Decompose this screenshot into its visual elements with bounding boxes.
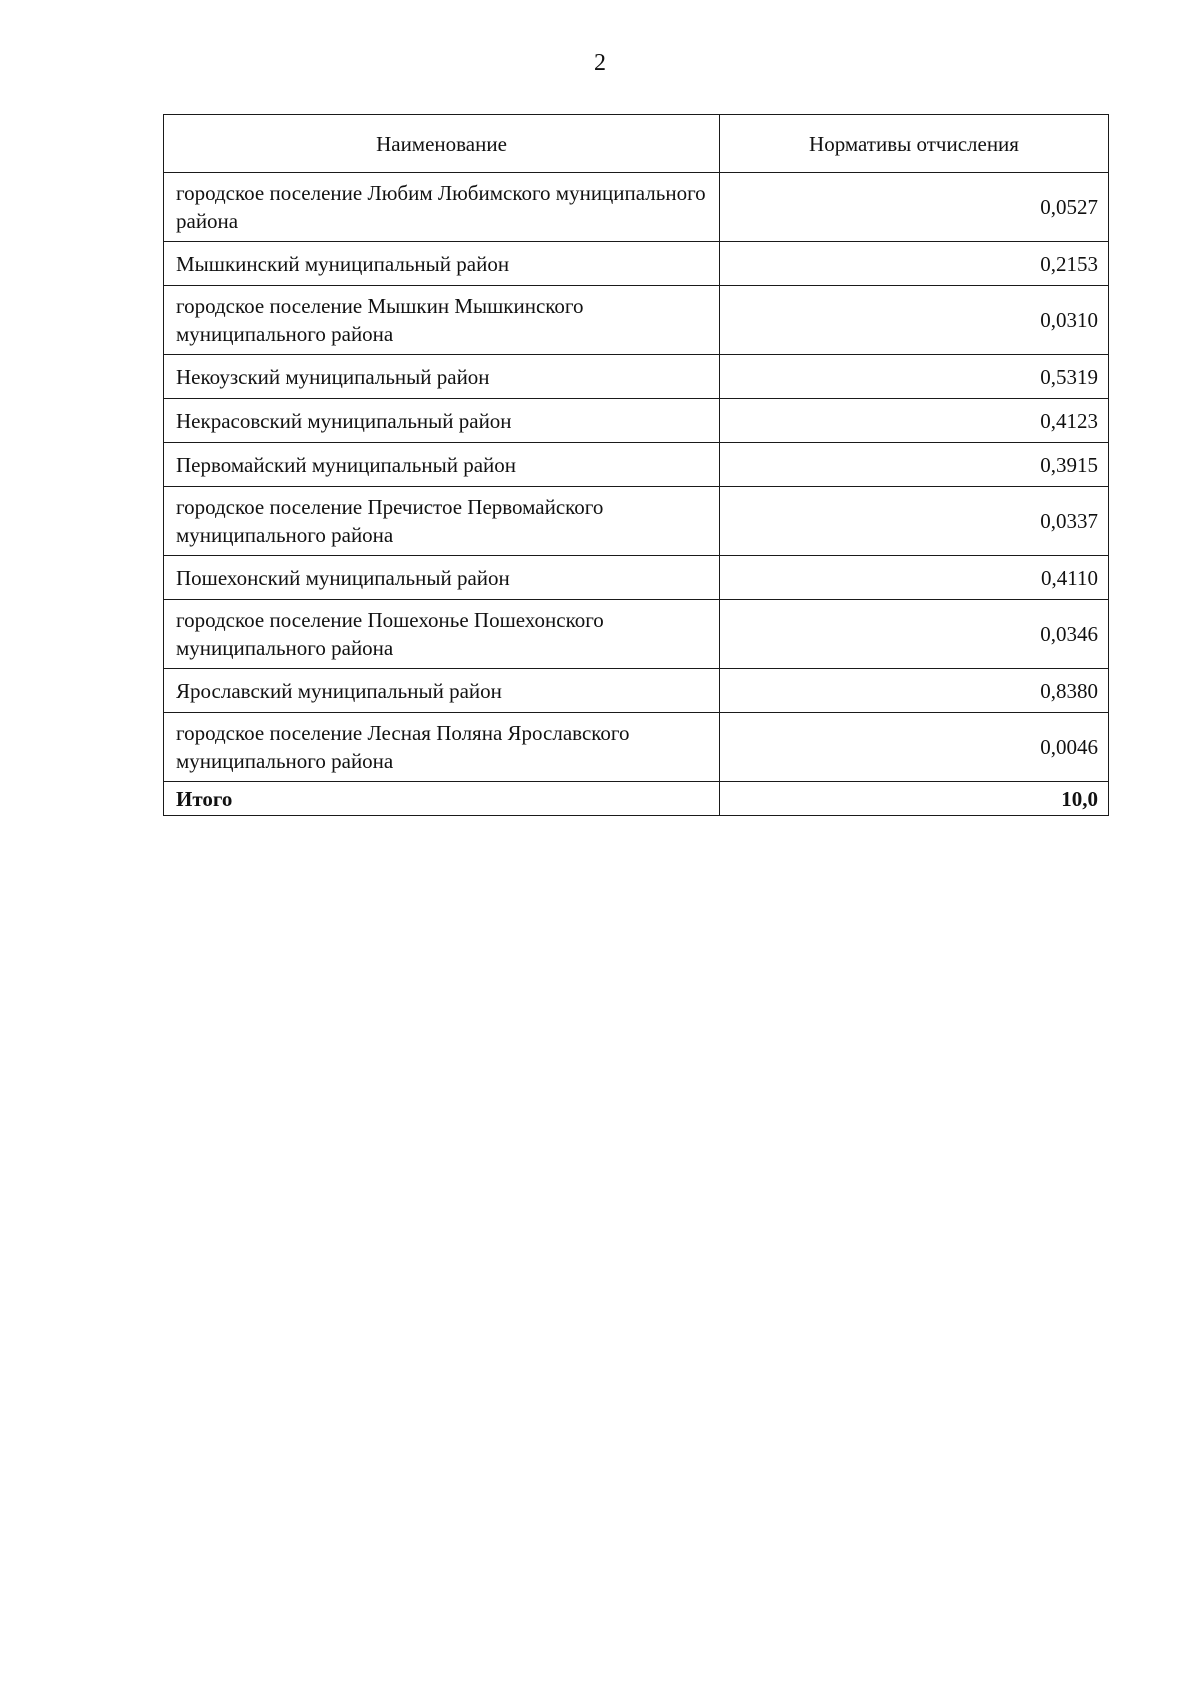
header-rate: Нормативы отчисления <box>720 115 1109 173</box>
total-value: 10,0 <box>720 782 1109 816</box>
table-row <box>164 600 1109 669</box>
table-row <box>164 556 1109 600</box>
row-rate: 0,4123 <box>720 399 1109 443</box>
row-name: Мышкинский муниципальный район <box>164 242 720 286</box>
row-rate: 0,2153 <box>720 242 1109 286</box>
row-name: Некоузский муниципальный район <box>164 355 720 399</box>
table-row <box>164 286 1109 355</box>
row-rate: 0,0346 <box>720 600 1109 669</box>
row-rate: 0,0046 <box>720 713 1109 782</box>
row-rate: 0,8380 <box>720 669 1109 713</box>
table-header <box>164 115 1109 173</box>
table-row <box>164 399 1109 443</box>
table-row <box>164 355 1109 399</box>
total-label: Итого <box>164 782 720 816</box>
total-row <box>164 782 1109 816</box>
row-name: Пошехонский муниципальный район <box>164 556 720 600</box>
row-name: городское поселение Любим Любимского муниципального района <box>164 173 720 242</box>
row-name: Некрасовский муниципальный район <box>164 399 720 443</box>
row-name: Первомайский муниципальный район <box>164 443 720 487</box>
row-rate: 0,0527 <box>720 173 1109 242</box>
table-row <box>164 669 1109 713</box>
table-row <box>164 173 1109 242</box>
table-row <box>164 242 1109 286</box>
table-row <box>164 443 1109 487</box>
row-name: городское поселение Мышкин Мышкинского муниципального района <box>164 286 720 355</box>
header-name: Наименование <box>164 115 720 173</box>
row-rate: 0,0337 <box>720 487 1109 556</box>
header-row <box>164 115 1109 173</box>
table-body <box>164 173 1109 816</box>
row-name: городское поселение Лесная Поляна Ярославского муниципального района <box>164 713 720 782</box>
allotment-rates-table <box>163 114 1109 816</box>
table-row <box>164 713 1109 782</box>
row-rate: 0,0310 <box>720 286 1109 355</box>
row-name: Ярославский муниципальный район <box>164 669 720 713</box>
row-name: городское поселение Пошехонье Пошехонского муниципального района <box>164 600 720 669</box>
row-rate: 0,5319 <box>720 355 1109 399</box>
row-rate: 0,4110 <box>720 556 1109 600</box>
row-name: городское поселение Пречистое Первомайского муниципального района <box>164 487 720 556</box>
table-row <box>164 487 1109 556</box>
page-number: 2 <box>594 50 606 76</box>
row-rate: 0,3915 <box>720 443 1109 487</box>
